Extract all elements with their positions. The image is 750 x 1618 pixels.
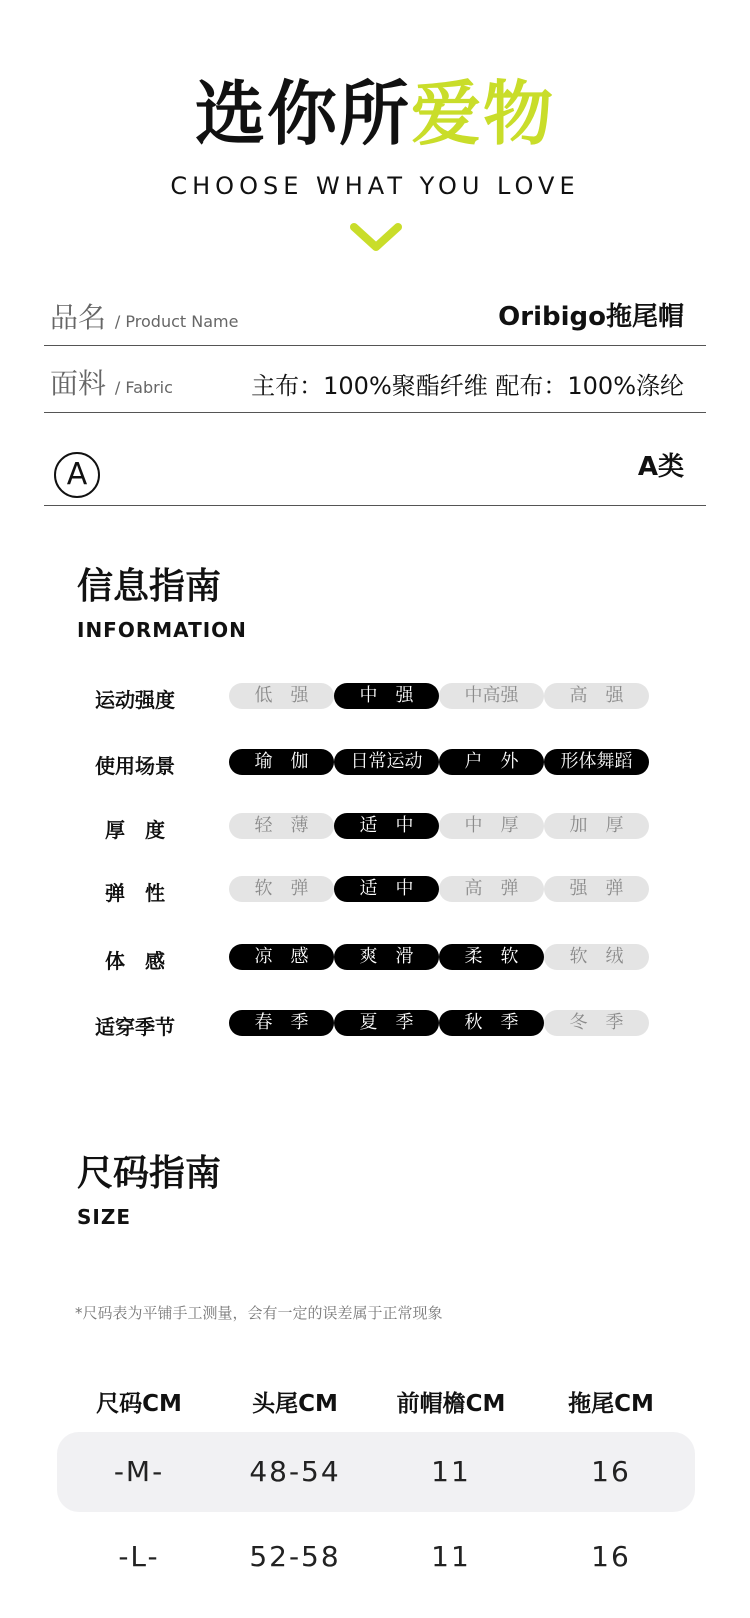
- table-cell: 52-58: [249, 1540, 341, 1573]
- size-note: *尺码表为平铺手工测量，会有一定的误差属于正常现象: [75, 1304, 443, 1322]
- size-title: 尺码指南: [77, 1153, 222, 1194]
- option-pill-selected: 户 外: [439, 749, 544, 775]
- option-pill-selected: 春 季: [229, 1010, 334, 1036]
- product-name-label-cn: 品名: [50, 301, 107, 334]
- table-cell: -M-: [113, 1455, 165, 1488]
- table-header: 拖尾CM: [568, 1391, 654, 1417]
- info-row-options: [229, 944, 649, 970]
- option-pill-selected: 适 中: [334, 876, 439, 902]
- info-row-options: [229, 876, 649, 902]
- fabric-label-cn: 面料: [50, 367, 107, 400]
- fabric-label: [50, 362, 173, 402]
- table-cell: 48-54: [249, 1455, 341, 1488]
- fabric-value: 主布：100%聚酯纤维 配布：100%涤纶: [251, 372, 684, 400]
- table-header: 头尾CM: [252, 1391, 338, 1417]
- option-pill-selected: 适 中: [334, 813, 439, 839]
- info-row-options: [229, 683, 649, 709]
- info-row-options: [229, 813, 649, 839]
- option-pill: 加 厚: [544, 813, 649, 839]
- divider: [44, 412, 706, 413]
- divider: [44, 345, 706, 346]
- divider: [44, 505, 706, 506]
- info-title: 信息指南: [77, 566, 222, 607]
- option-pill: 高 强: [544, 683, 649, 709]
- option-pill: 高 弹: [439, 876, 544, 902]
- info-row-options: [229, 749, 649, 775]
- option-pill-selected: 瑜 伽: [229, 749, 334, 775]
- product-name-label-en: / Product Name: [114, 312, 239, 331]
- option-pill: 中 厚: [439, 813, 544, 839]
- fabric-label-en: / Fabric: [114, 378, 173, 397]
- option-pill: 冬 季: [544, 1010, 649, 1036]
- option-pill: 强 弹: [544, 876, 649, 902]
- info-row-label: 体 感: [105, 949, 165, 973]
- table-cell: 11: [431, 1455, 471, 1488]
- info-row-label: 运动强度: [95, 688, 175, 712]
- option-pill-selected: 柔 软: [439, 944, 544, 970]
- option-pill-selected: 凉 感: [229, 944, 334, 970]
- option-pill-selected: 爽 滑: [334, 944, 439, 970]
- option-pill-selected: 秋 季: [439, 1010, 544, 1036]
- option-pill: 软 绒: [544, 944, 649, 970]
- info-row-label: 厚 度: [105, 818, 165, 842]
- option-pill-selected: 夏 季: [334, 1010, 439, 1036]
- info-row-options: [229, 1010, 649, 1036]
- table-cell: -L-: [118, 1540, 160, 1573]
- option-pill-selected: 日常运动: [334, 749, 439, 775]
- table-cell: 16: [591, 1540, 631, 1573]
- size-subtitle: SIZE: [77, 1205, 132, 1229]
- table-header: 前帽檐CM: [396, 1391, 506, 1417]
- hero-subtitle: CHOOSE WHAT YOU LOVE: [170, 172, 580, 200]
- info-row-label: 适穿季节: [95, 1015, 175, 1039]
- option-pill: 轻 薄: [229, 813, 334, 839]
- table-header: 尺码CM: [96, 1391, 182, 1417]
- info-row-label: 弹 性: [105, 881, 165, 905]
- option-pill-selected: 中 强: [334, 683, 439, 709]
- option-pill: 低 强: [229, 683, 334, 709]
- option-pill: 中高强: [439, 683, 544, 709]
- chevron-down-icon: [350, 222, 402, 252]
- product-name-value: Oribigo拖尾帽: [498, 302, 684, 332]
- hero-title-accent: 爱物: [411, 73, 555, 155]
- grade-value: A类: [637, 452, 684, 482]
- info-row-label: 使用场景: [95, 754, 175, 778]
- grade-icon: A: [54, 452, 100, 498]
- info-subtitle: INFORMATION: [77, 618, 247, 642]
- product-name-label: [50, 296, 238, 336]
- table-cell: 11: [431, 1540, 471, 1573]
- hero-title: [0, 70, 750, 158]
- option-pill: 软 弹: [229, 876, 334, 902]
- table-cell: 16: [591, 1455, 631, 1488]
- option-pill-selected: 形体舞蹈: [544, 749, 649, 775]
- hero-title-main: 选你所: [195, 73, 411, 155]
